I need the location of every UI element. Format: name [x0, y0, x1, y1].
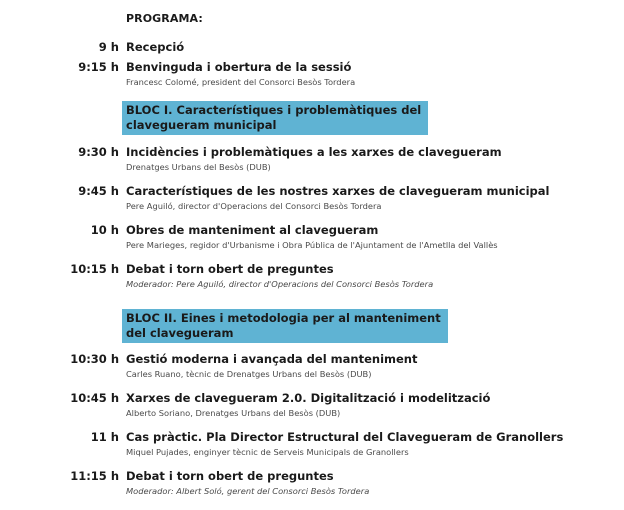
bloc-2-line-1: BLOC II. Eines i metodologia per al manteniment — [126, 311, 441, 325]
schedule-item — [0, 469, 624, 503]
bloc-1-line-2: clavegueram municipal — [126, 118, 277, 132]
item-moderator: Moderador: Albert Soló, gerent del Consorci Besòs Tordera — [126, 486, 370, 496]
item-title: Cas pràctic. Pla Director Estructural del Clavegueram de Granollers — [126, 430, 564, 444]
item-time: 9:15 h — [78, 60, 119, 74]
item-speaker: Drenatges Urbans del Besòs (DUB) — [126, 162, 271, 172]
item-title: Incidències i problemàtiques a les xarxes de clavegueram — [126, 145, 502, 159]
schedule-item — [0, 352, 624, 386]
item-moderator: Moderador: Pere Aguiló, director d'Operacions del Consorci Besòs Tordera — [126, 279, 434, 289]
item-speaker: Alberto Soriano, Drenatges Urbans del Besòs (DUB) — [126, 408, 341, 418]
schedule-item — [0, 145, 624, 179]
item-title: Característiques de les nostres xarxes de clavegueram municipal — [126, 184, 550, 198]
item-title: Debat i torn obert de preguntes — [126, 262, 334, 276]
item-title: Obres de manteniment al clavegueram — [126, 223, 379, 237]
item-title: Debat i torn obert de preguntes — [126, 469, 334, 483]
schedule-item — [0, 60, 624, 94]
item-time: 10:45 h — [70, 391, 119, 405]
item-title: Recepció — [126, 40, 185, 54]
item-speaker: Pere Marieges, regidor d'Urbanisme i Obra Pública de l'Ajuntament de l'Ametlla del Vallès — [126, 240, 498, 250]
schedule-item — [0, 184, 624, 218]
schedule-item — [0, 223, 624, 257]
schedule-item — [0, 430, 624, 464]
item-time: 9:45 h — [78, 184, 119, 198]
item-speaker: Francesc Colomé, president del Consorci Besòs Tordera — [126, 77, 356, 87]
item-title: Xarxes de clavegueram 2.0. Digitalització i modelització — [126, 391, 491, 405]
item-speaker: Carles Ruano, tècnic de Drenatges Urbans del Besòs (DUB) — [126, 369, 372, 379]
item-speaker: Miquel Pujades, enginyer tècnic de Serveis Municipals de Granollers — [126, 447, 409, 457]
bloc-1-line-1: BLOC I. Característiques i problemàtiques del — [126, 103, 422, 117]
bloc-1-banner — [122, 101, 428, 135]
item-time: 10 h — [90, 223, 119, 237]
item-time: 10:30 h — [70, 352, 119, 366]
item-time: 9 h — [98, 40, 119, 54]
schedule-item — [0, 391, 624, 425]
item-speaker: Pere Aguiló, director d'Operacions del Consorci Besòs Tordera — [126, 201, 382, 211]
item-time: 9:30 h — [78, 145, 119, 159]
item-time: 11 h — [90, 430, 119, 444]
bloc-2-line-2: del clavegueram — [126, 326, 234, 340]
item-title: Benvinguda i obertura de la sessió — [126, 60, 352, 74]
item-time: 10:15 h — [70, 262, 119, 276]
item-time: 11:15 h — [70, 469, 119, 483]
schedule-item — [0, 262, 624, 296]
item-title: Gestió moderna i avançada del manteniment — [126, 352, 418, 366]
program-heading: PROGRAMA: — [126, 12, 203, 25]
bloc-2-banner — [122, 309, 448, 343]
